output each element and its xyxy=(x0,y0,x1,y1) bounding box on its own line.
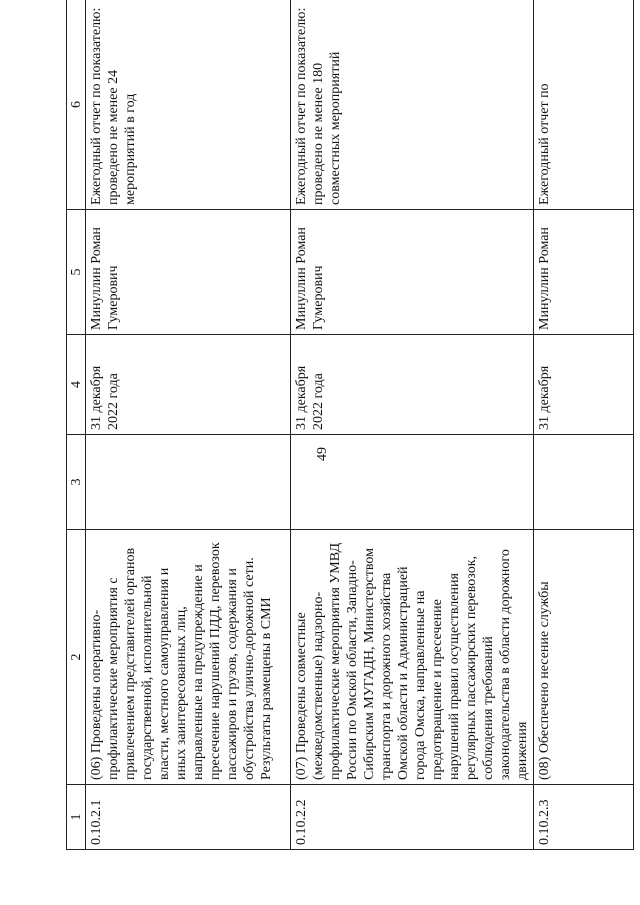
row-id: 0.10.2.2 xyxy=(291,785,534,850)
row-report: Ежегодный отчет по показателю: проведено не менее 180 совместных мероприятий xyxy=(291,0,534,210)
header-col-4: 4 xyxy=(67,335,86,435)
row-description: (07) Проведены совместные (межведомственные) надзорно-профилактические мероприятия УМВД России по Омской области, Западно-Сибирским МУГАДН, Министерством транспорта и дорожного хозяйства Омской области и Администрацией города Омска, направленные на предотвращение и пресечение нарушений правил осуществления регулярных пассажирских перевозок, соблюдения требований законодательства в области дорожного движения xyxy=(291,530,534,785)
row-deadline: 31 декабря xyxy=(534,335,634,435)
row-report: Ежегодный отчет по xyxy=(534,0,634,210)
row-responsible: Минуллин Роман xyxy=(534,210,634,335)
header-col-6: 6 xyxy=(67,0,86,210)
row-description: (08) Обеспечено несение службы xyxy=(534,530,634,785)
row-report: Ежегодный отчет по показателю: проведено не менее 24 мероприятий в год xyxy=(86,0,291,210)
row-description: (06) Проведены оперативно-профилактические мероприятия с привлечением представителей органов государственной, исполнительной власти, местного самоуправления и иных заинтересованных лиц, направленные на предупреждение и пресечение нарушений ПДД, перевозок пассажиров и грузов, содержания и обустройства улично-дорожной сети. Результаты размещены в СМИ xyxy=(86,530,291,785)
header-col-1: 1 xyxy=(67,785,86,850)
table-row xyxy=(534,0,634,850)
row-id: 0.10.2.3 xyxy=(534,785,634,850)
row-deadline: 31 декабря 2022 года xyxy=(291,335,534,435)
row-responsible: Минуллин Роман Гумерович xyxy=(86,210,291,335)
header-col-3: 3 xyxy=(67,435,86,530)
table-row xyxy=(291,0,534,850)
row-deadline: 31 декабря 2022 года xyxy=(86,335,291,435)
header-col-2: 2 xyxy=(67,530,86,785)
measures-table xyxy=(66,0,634,850)
row-col3 xyxy=(291,435,534,530)
row-id: 0.10.2.1 xyxy=(86,785,291,850)
header-col-5: 5 xyxy=(67,210,86,335)
rotated-table-container xyxy=(66,7,616,850)
table-row xyxy=(86,0,291,850)
row-col3 xyxy=(86,435,291,530)
row-responsible: Минуллин Роман Гумерович xyxy=(291,210,534,335)
page-number: 49 xyxy=(315,447,330,461)
table-header-row xyxy=(67,0,86,850)
row-col3 xyxy=(534,435,634,530)
